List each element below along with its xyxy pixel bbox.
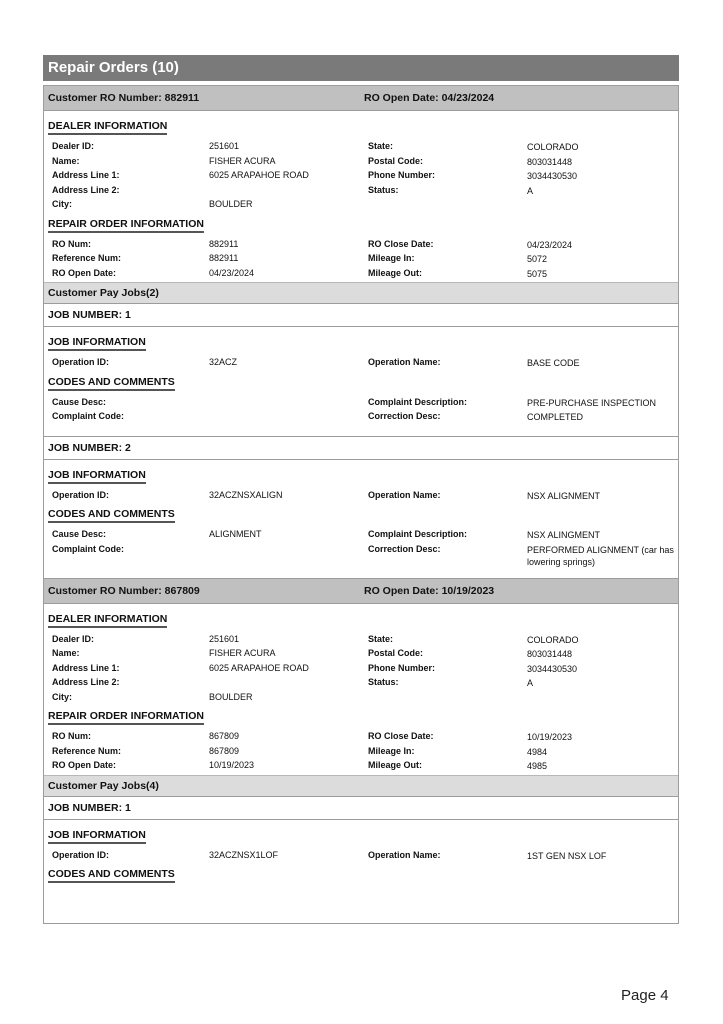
label: City: [52,691,72,702]
customer-pay-jobs-header: Customer Pay Jobs(2) [44,282,678,304]
reference-num: 882911 [209,253,239,263]
operation-id: 32ACZNSXALIGN [209,489,283,500]
repair-order-information [44,706,678,775]
ro-open-date: 10/19/2023 [209,760,255,770]
job-number: JOB NUMBER: 2 [44,436,678,460]
label: Mileage Out: [368,760,423,770]
label: Operation Name: [368,357,441,367]
label: Reference Num: [52,253,122,263]
ro-header [44,578,678,604]
label: City: [52,199,72,209]
operation-id: 32ACZNSX1LOF [209,849,279,860]
dealer-information [44,111,678,214]
label: Reference Num: [52,745,122,756]
mileage-in: 4984 [527,746,548,757]
label: Cause Desc: [52,396,107,407]
label: Address Line 2: [52,184,120,195]
label: Operation ID: [52,357,110,367]
label: Operation Name: [368,849,441,860]
city: BOULDER [209,691,253,702]
postal-code: 803031448 [527,156,573,167]
label: Mileage In: [368,745,415,756]
operation-id: 32ACZ [209,357,238,367]
job-number: JOB NUMBER: 1 [44,797,678,820]
ro-num: 882911 [209,238,239,249]
city: BOULDER [209,199,253,209]
job-information [44,460,678,578]
label: Complaint Code: [52,411,124,421]
label: RO Open Date: [52,760,117,770]
dealer-id: 251601 [209,633,240,644]
label: Dealer ID: [52,141,95,151]
mileage-out: 4985 [527,761,548,771]
label: Address Line 1: [52,170,120,180]
ro-open-date-header: RO Open Date: 04/23/2024 [364,92,495,104]
dealer-id: 251601 [209,141,240,151]
label: Correction Desc: [368,543,441,554]
label: State: [368,633,394,644]
correction-desc: PERFORMED ALIGNMENT (car has lowering springs) [527,544,674,567]
repair-orders-frame [43,85,679,924]
address-line-1: 6025 ARAPAHOE ROAD [209,662,309,673]
operation-name: 1ST GEN NSX LOF [527,850,607,861]
label: Operation Name: [368,489,441,500]
ro-header [44,85,678,111]
label: Name: [52,155,80,166]
customer-pay-jobs-header: Customer Pay Jobs(4) [44,775,678,797]
label: Complaint Description: [368,396,468,407]
job-number: JOB NUMBER: 1 [44,304,678,327]
cause-desc: ALIGNMENT [209,529,262,539]
label: Complaint Code: [52,543,124,554]
mileage-out: 5075 [527,268,548,279]
state: COLORADO [527,142,579,152]
complaint-description: PRE-PURCHASE INSPECTION [527,397,657,408]
label: Address Line 2: [52,677,120,687]
section-title: JOB INFORMATION [48,829,146,844]
status: A [527,185,534,196]
page-title: Repair Orders (10) [43,55,679,81]
customer-ro-number: Customer RO Number: 882911 [48,92,200,104]
label: Status: [368,677,399,687]
job-information [44,327,678,436]
label: Dealer ID: [52,633,95,644]
label: RO Close Date: [368,238,434,249]
label: Name: [52,648,80,658]
label: RO Open Date: [52,267,117,278]
label: Mileage Out: [368,267,423,278]
label: RO Close Date: [368,731,434,741]
dealer-information [44,604,678,707]
section-title: DEALER INFORMATION [48,613,167,628]
ro-open-date-header: RO Open Date: 10/19/2023 [364,584,495,597]
address-line-1: 6025 ARAPAHOE ROAD [209,170,309,180]
section-title: CODES AND COMMENTS [48,376,175,391]
postal-code: 803031448 [527,649,573,659]
section-title: DEALER INFORMATION [48,120,167,135]
correction-desc: COMPLETED [527,412,584,422]
job-information [44,820,678,924]
mileage-in: 5072 [527,254,548,264]
label: RO Num: [52,238,91,249]
section-title: JOB INFORMATION [48,469,146,484]
ro-num: 867809 [209,731,240,741]
repair-order-information [44,214,678,283]
phone-number: 3034430530 [527,171,578,181]
section-title: JOB INFORMATION [48,336,146,351]
complaint-description: NSX ALINGMENT [527,530,601,540]
phone-number: 3034430530 [527,663,578,674]
label: Operation ID: [52,849,110,860]
dealer-name: FISHER ACURA [209,155,276,166]
dealer-name: FISHER ACURA [209,648,276,658]
label: Cause Desc: [52,529,107,539]
label: Postal Code: [368,155,424,166]
ro-open-date: 04/23/2024 [209,267,255,278]
ro-close-date: 10/19/2023 [527,732,573,742]
label: State: [368,141,394,151]
label: Phone Number: [368,170,436,180]
label: Correction Desc: [368,411,441,421]
section-title: CODES AND COMMENTS [48,508,175,523]
operation-name: BASE CODE [527,358,580,368]
label: Operation ID: [52,489,110,500]
label: Address Line 1: [52,662,120,673]
ro-close-date: 04/23/2024 [527,239,573,250]
label: Phone Number: [368,662,436,673]
label: Mileage In: [368,253,415,263]
label: Status: [368,184,399,195]
state: COLORADO [527,634,579,645]
status: A [527,678,534,688]
operation-name: NSX ALIGNMENT [527,490,601,501]
customer-ro-number: Customer RO Number: 867809 [48,584,200,597]
section-title: REPAIR ORDER INFORMATION [48,710,204,725]
label: Postal Code: [368,648,424,658]
section-title: REPAIR ORDER INFORMATION [48,218,204,233]
page-number: Page 4 [621,987,669,1004]
label: Complaint Description: [368,529,468,539]
repair-orders-page [43,55,679,924]
reference-num: 867809 [209,745,240,756]
section-title: CODES AND COMMENTS [48,868,175,883]
label: RO Num: [52,731,91,741]
